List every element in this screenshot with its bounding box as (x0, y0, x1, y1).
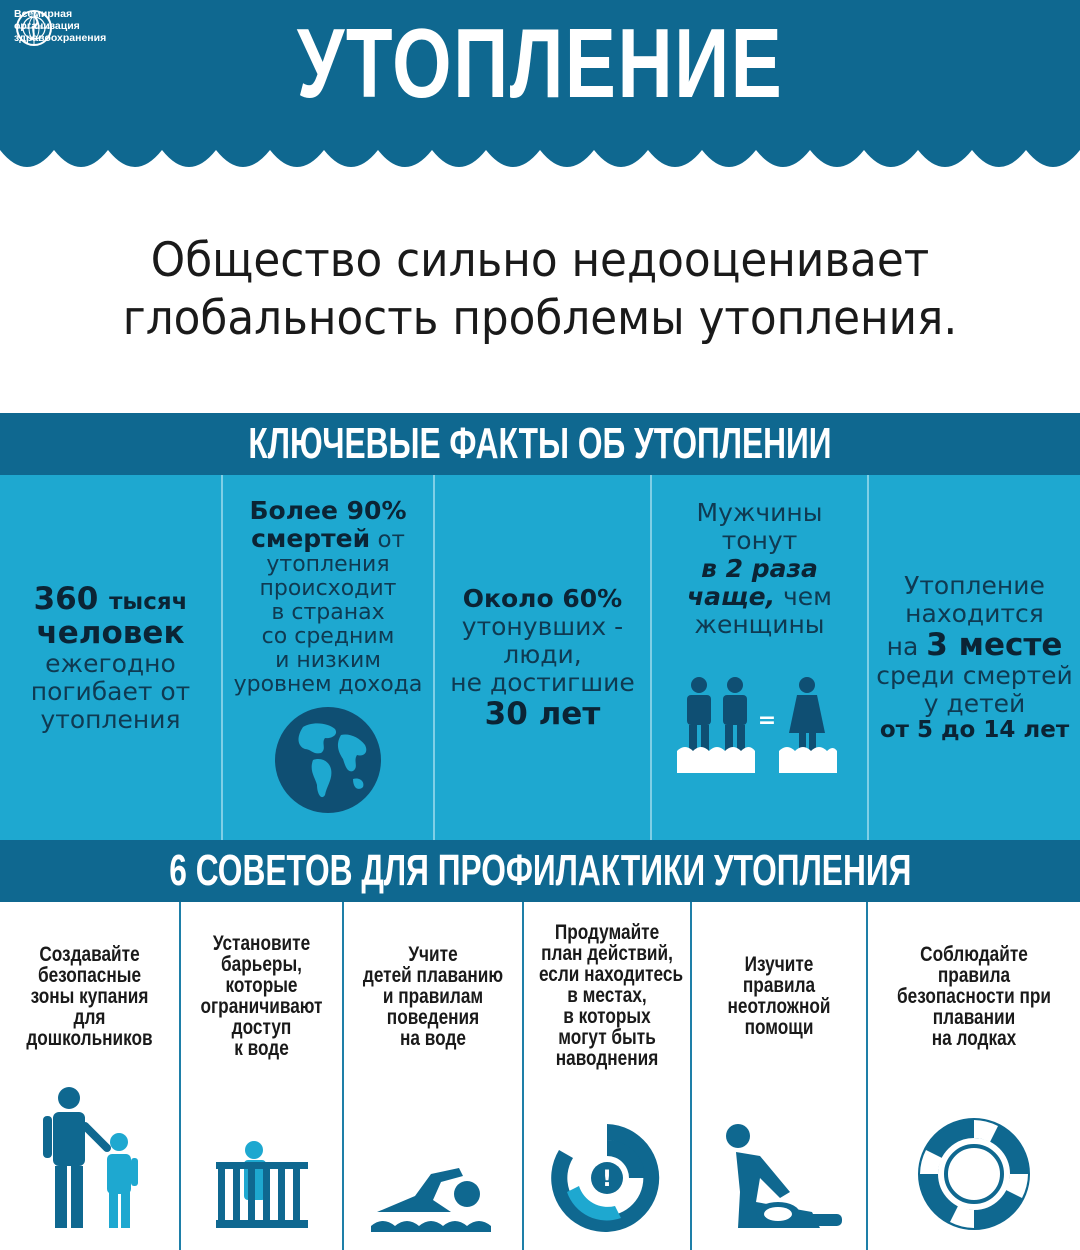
fact1-line-5: утопления (40, 704, 181, 734)
fact1-thousand: тысяч (109, 588, 188, 615)
tip6-line: безопасности при (896, 985, 1052, 1008)
tip6-line: плавании (932, 1006, 1016, 1029)
subtitle (38, 232, 1042, 348)
subtitle-line-1: Общество сильно недооценивает (150, 233, 930, 288)
tip5-line: неотложной (727, 995, 831, 1018)
fact-360-thousand (0, 475, 223, 840)
globe-icon (273, 705, 383, 815)
tips-panel (0, 902, 1080, 1250)
who-emblem-icon (14, 8, 54, 48)
fact4-line-1: Мужчины (696, 498, 823, 527)
tip3-line: Учите (408, 943, 458, 966)
tip1-line: для (73, 1006, 106, 1029)
tip6-line: правила (937, 964, 1011, 987)
tip4-line: если находитесь (538, 963, 684, 986)
tip4-text (538, 921, 684, 1070)
tips-banner (0, 840, 1080, 902)
fact1-line-3: ежегодно (45, 648, 176, 678)
fact4-twice: в 2 раза (701, 554, 818, 583)
fact2-line-8: уровнем дохода (233, 672, 423, 697)
fact2-line-3: утопления (266, 552, 390, 577)
tip6-line: на лодках (931, 1027, 1017, 1050)
tip3-line: на воде (400, 1027, 466, 1050)
tip1-line: безопасные (37, 964, 142, 987)
tip6-text (887, 944, 1061, 1049)
fact4-line-2: тонут (721, 526, 798, 555)
tip4-line: в которых (563, 1005, 651, 1028)
tip2-line: ограничивают (200, 995, 323, 1018)
flood-warning-mark: ! (601, 1167, 613, 1192)
fact1-line-4: погибает от (30, 676, 191, 706)
fact2-line-7: и низким (275, 648, 381, 673)
playpen-icon (214, 1140, 310, 1230)
tip2-line: Установите (212, 932, 311, 955)
tip4-line: могут быть (558, 1026, 656, 1049)
fact5-line-5: у детей (923, 689, 1026, 718)
who-logo (14, 8, 134, 44)
fact4-more-often: чаще, (686, 582, 776, 611)
fact-third-place (869, 475, 1080, 840)
tip3-line: поведения (386, 1006, 480, 1029)
fact5-on: на (886, 632, 927, 661)
fact4-than: чем (775, 582, 833, 611)
tip-safe-zones (0, 902, 181, 1250)
fact3-line-3: люди, (503, 639, 582, 669)
tip2-line: доступ (231, 1016, 292, 1039)
tip1-line: дошкольников (26, 1027, 153, 1050)
tip2-line: которые (225, 974, 298, 997)
tip5-line: правила (742, 974, 816, 997)
fact4-women: женщины (694, 610, 825, 639)
tip1-line: зоны купания (30, 985, 149, 1008)
key-facts-panel (0, 475, 1080, 840)
men-women-icon (675, 675, 845, 775)
tip2-line: к воде (234, 1037, 289, 1060)
tip6-line: Соблюдайте (920, 943, 1028, 966)
fact1-people: человек (36, 614, 185, 651)
tip-boat-safety (868, 902, 1080, 1250)
fact-60-percent (435, 475, 652, 840)
equals-sign: = (757, 708, 776, 733)
page-title: УТОПЛЕНИЕ (296, 8, 784, 118)
tip5-line: помощи (744, 1016, 814, 1039)
fact5-line-4: среди смертей (876, 661, 1073, 690)
fact3-line-4: не достигшие (450, 667, 635, 697)
fact5-line-1: Утопление (904, 571, 1045, 600)
tip5-text (708, 954, 851, 1038)
key-facts-banner (0, 413, 1080, 475)
subtitle-line-2: глобальность проблемы утопления. (122, 291, 958, 346)
fact3-percent: Около 60% (462, 583, 623, 613)
tip4-line: в местах, (567, 984, 647, 1007)
fact2-line-6: со средним (261, 624, 395, 649)
key-facts-heading: КЛЮЧЕВЫЕ ФАКТЫ ОБ УТОПЛЕНИИ (248, 419, 832, 468)
tip-teach-swimming (344, 902, 524, 1250)
header-banner (0, 0, 1080, 185)
fact2-deaths: смертей (251, 524, 371, 553)
flood-warning-icon (549, 1120, 665, 1236)
tip2-line: барьеры, (221, 953, 302, 976)
fact2-line-5: в странах (271, 600, 385, 625)
tip3-text (360, 944, 506, 1049)
lifebuoy-icon (918, 1118, 1030, 1230)
fact3-line-2: утонувших - (461, 611, 624, 641)
fact5-line-2: находится (905, 599, 1044, 628)
tip-flood-plan (524, 902, 692, 1250)
who-org-line-2: здравоохранения (14, 32, 107, 44)
adult-child-icon (35, 1086, 145, 1230)
tip5-line: Изучите (744, 953, 814, 976)
fact2-from: от (370, 527, 405, 553)
tip-first-aid (692, 902, 868, 1250)
fact5-ages: от 5 до 14 лет (879, 717, 1070, 743)
tip1-text (16, 944, 163, 1049)
cpr-icon (716, 1122, 842, 1232)
tip3-line: и правилам (382, 985, 484, 1008)
tips-heading: 6 СОВЕТОВ ДЛЯ ПРОФИЛАКТИКИ УТОПЛЕНИЯ (168, 846, 912, 895)
tip4-line: наводнения (555, 1047, 659, 1070)
tip-barriers (181, 902, 344, 1250)
fact-men-twice (652, 475, 869, 840)
who-org-line-1: Всемирная организация (14, 8, 80, 32)
tip3-line: детей плаванию (362, 964, 504, 987)
swimmer-icon (371, 1160, 495, 1232)
tip4-line: Продумайте (554, 921, 660, 944)
fact1-number: 360 (33, 580, 110, 617)
fact2-line-4: происходит (259, 576, 397, 601)
tip1-line: Создавайте (39, 943, 140, 966)
fact-90-percent (223, 475, 435, 840)
fact2-percent: Более 90% (249, 496, 407, 525)
fact5-third: 3 месте (926, 627, 1063, 663)
tip2-text (195, 933, 327, 1059)
fact3-age: 30 лет (484, 695, 601, 732)
tip4-line: план действий, (541, 942, 673, 965)
